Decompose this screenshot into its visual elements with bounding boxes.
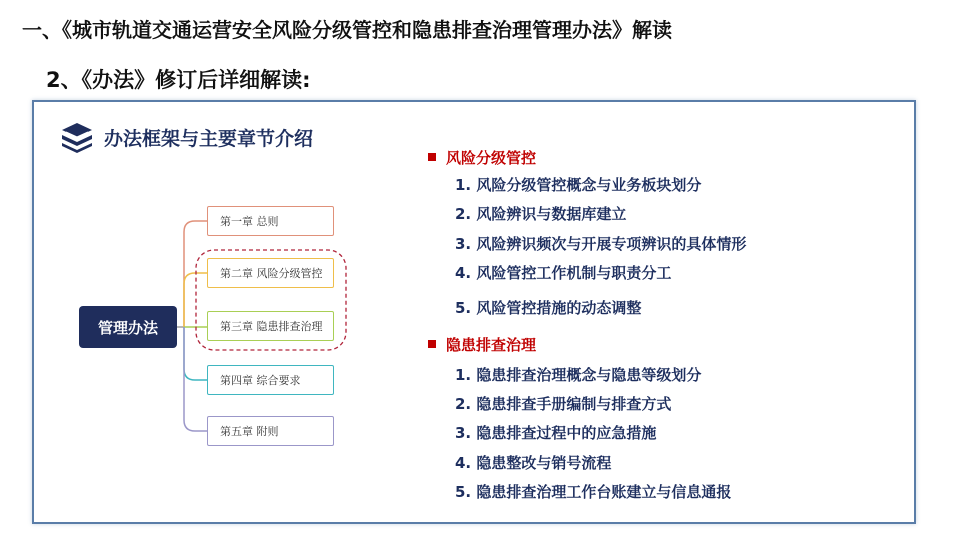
- hazard-category-heading: [428, 333, 536, 355]
- hazard-item-4: 4. 隐患整改与销号流程: [455, 454, 612, 472]
- risk-item-4: 4. 风险管控工作机制与职责分工: [455, 264, 672, 282]
- section-title: 办法框架与主要章节介绍: [104, 127, 314, 150]
- risk-item-1: 1. 风险分级管控概念与业务板块划分: [455, 176, 702, 194]
- risk-category-title: 风险分级管控: [446, 148, 537, 167]
- page-title: 一、《城市轨道交通运营安全风险分级管控和隐患排查治理管理办法》解读: [22, 18, 672, 42]
- risk-item-3: 3. 风险辨识频次与开展专项辨识的具体情形: [455, 235, 747, 253]
- square-bullet-icon: [428, 153, 436, 161]
- hazard-item-1: 1. 隐患排查治理概念与隐患等级划分: [455, 366, 702, 384]
- hazard-item-5: 5. 隐患排查治理工作台账建立与信息通报: [455, 483, 732, 501]
- risk-item-5: 5. 风险管控措施的动态调整: [455, 299, 642, 317]
- chapter-node-4: 第四章 综合要求: [207, 365, 334, 395]
- hazard-category-title: 隐患排查治理: [446, 335, 537, 354]
- hazard-item-3: 3. 隐患排查过程中的应急措施: [455, 424, 657, 442]
- chapter-node-2: 第二章 风险分级管控: [207, 258, 334, 288]
- hazard-item-2: 2. 隐患排查手册编制与排查方式: [455, 395, 672, 413]
- risk-item-2: 2. 风险辨识与数据库建立: [455, 205, 627, 223]
- chapter-node-1: 第一章 总则: [207, 206, 334, 236]
- page-subtitle: 2、《办法》修订后详细解读:: [46, 68, 311, 92]
- mindmap-root: 管理办法: [79, 306, 177, 348]
- square-bullet-icon: [428, 340, 436, 348]
- chapter-node-5: 第五章 附则: [207, 416, 334, 446]
- risk-category-heading: [428, 146, 536, 168]
- chapter-node-3: 第三章 隐患排查治理: [207, 311, 334, 341]
